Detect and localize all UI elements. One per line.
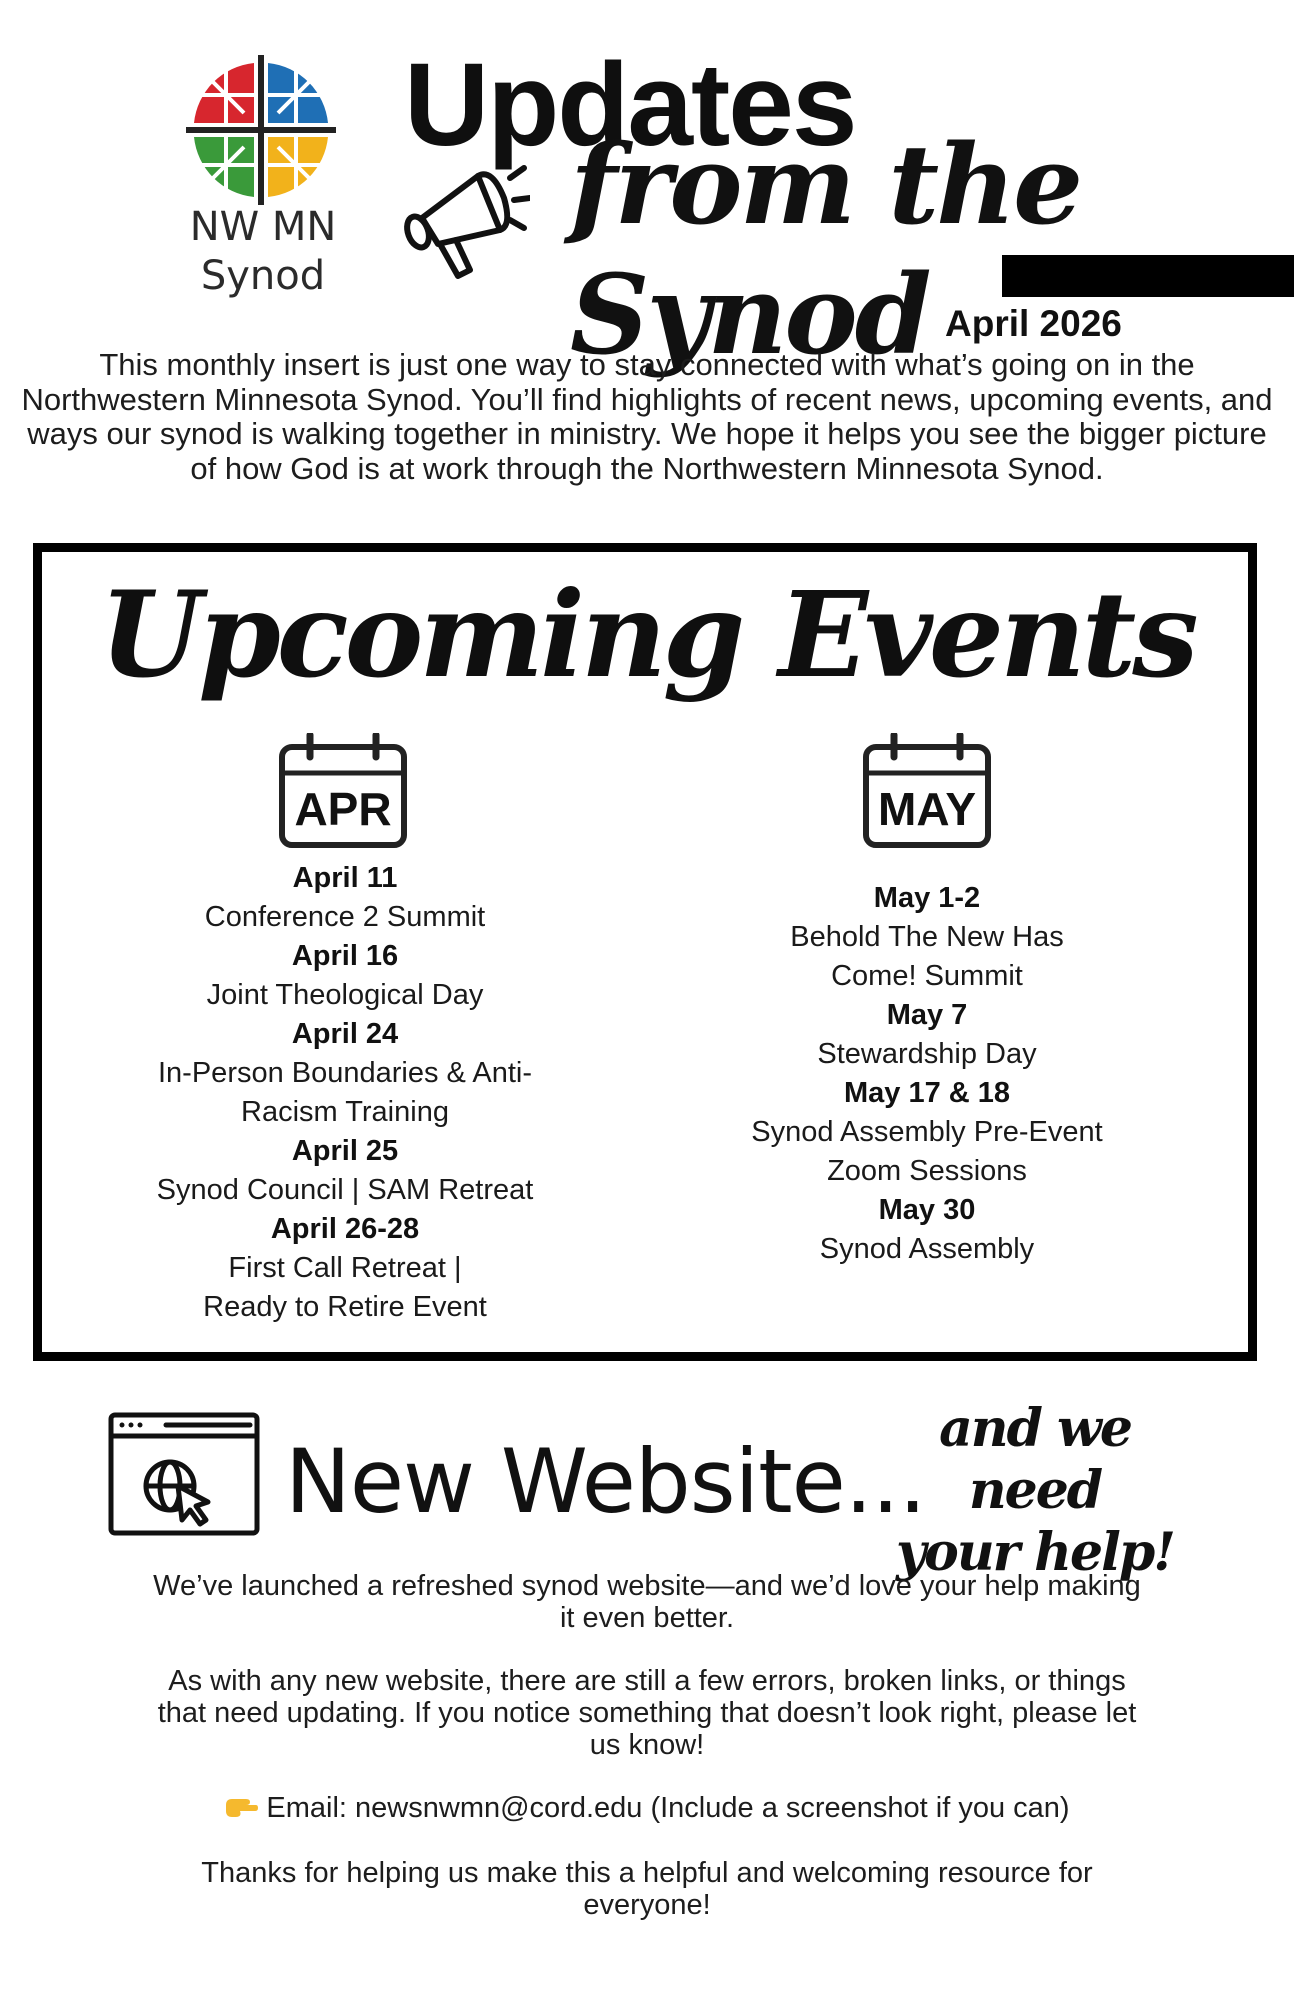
event-name: Behold The New Has Come! Summit: [790, 921, 1064, 992]
website-paragraph-2: As with any new website, there are still a few errors, broken links, or things that need updating. If you notice something that doesn’t look right, please let us know!: [157, 1665, 1137, 1761]
email-line: [150, 1792, 1144, 1824]
event-date: May 17 & 18: [843, 1077, 1011, 1109]
pointing-hand-icon: [224, 1795, 258, 1819]
event-date: May 7: [886, 999, 968, 1031]
website-aside-script: [895, 1398, 1175, 1584]
event-name: Stewardship Day: [817, 1038, 1037, 1070]
email-text[interactable]: Email: newsnwmn@cord.edu (Include a screenshot if you can): [266, 1792, 1070, 1824]
event-name: Joint Theological Day: [206, 979, 484, 1011]
april-events-list: [110, 859, 580, 1327]
event-name: Synod Assembly: [819, 1233, 1035, 1265]
event-name: In-Person Boundaries & Anti-Racism Training: [158, 1057, 532, 1128]
megaphone-icon: [400, 148, 530, 283]
org-name-line2: Synod: [200, 253, 326, 299]
synod-logo-icon: [186, 55, 336, 205]
event-date: May 30: [878, 1194, 976, 1226]
events-heading: Upcoming Events: [99, 565, 1195, 704]
website-heading: New Website...: [285, 1430, 926, 1533]
event-date: April 26-28: [270, 1213, 420, 1245]
aside-line1: and we need: [939, 1398, 1131, 1521]
calendar-may: [862, 733, 992, 849]
calendar-month-label: MAY: [878, 783, 976, 835]
org-name: [160, 203, 366, 301]
page-title: Updates: [404, 39, 856, 171]
event-date: April 16: [291, 940, 399, 972]
header-bar: [1002, 255, 1294, 297]
event-name: Synod Council | SAM Retreat: [156, 1174, 534, 1206]
event-name: First Call Retreat | Ready to Retire Event: [203, 1252, 487, 1323]
event-name: Conference 2 Summit: [204, 901, 486, 933]
browser-globe-icon: [108, 1412, 260, 1536]
event-date: April 11: [292, 862, 398, 894]
intro-paragraph: This monthly insert is just one way to stay connected with what’s going on in the Northwestern Minnesota Synod. You’ll find highlights of recent news, upcoming events, and ways our synod is walking together in ministry. We hope it helps you see the bigger picture of how God is at work through the Northwestern Minnesota Synod.: [21, 347, 1273, 486]
may-events-list: [700, 879, 1154, 1269]
event-date: May 1-2: [873, 882, 981, 914]
page-subtitle-script: from the Synod: [570, 120, 1081, 379]
org-name-line1: NW MN: [189, 204, 337, 250]
event-date: April 25: [291, 1135, 399, 1167]
event-name: Synod Assembly Pre-Event Zoom Sessions: [751, 1116, 1103, 1187]
website-paragraph-1: We’ve launched a refreshed synod website—and we’d love your help making it even better.: [153, 1570, 1141, 1634]
website-paragraph-4: Thanks for helping us make this a helpful and welcoming resource for everyone!: [201, 1857, 1093, 1921]
event-date: April 24: [291, 1018, 399, 1050]
issue-date: April 2026: [945, 303, 1122, 344]
calendar-month-label: APR: [294, 783, 392, 835]
calendar-april: [278, 733, 408, 849]
aside-line2: your help!: [895, 1522, 1175, 1583]
